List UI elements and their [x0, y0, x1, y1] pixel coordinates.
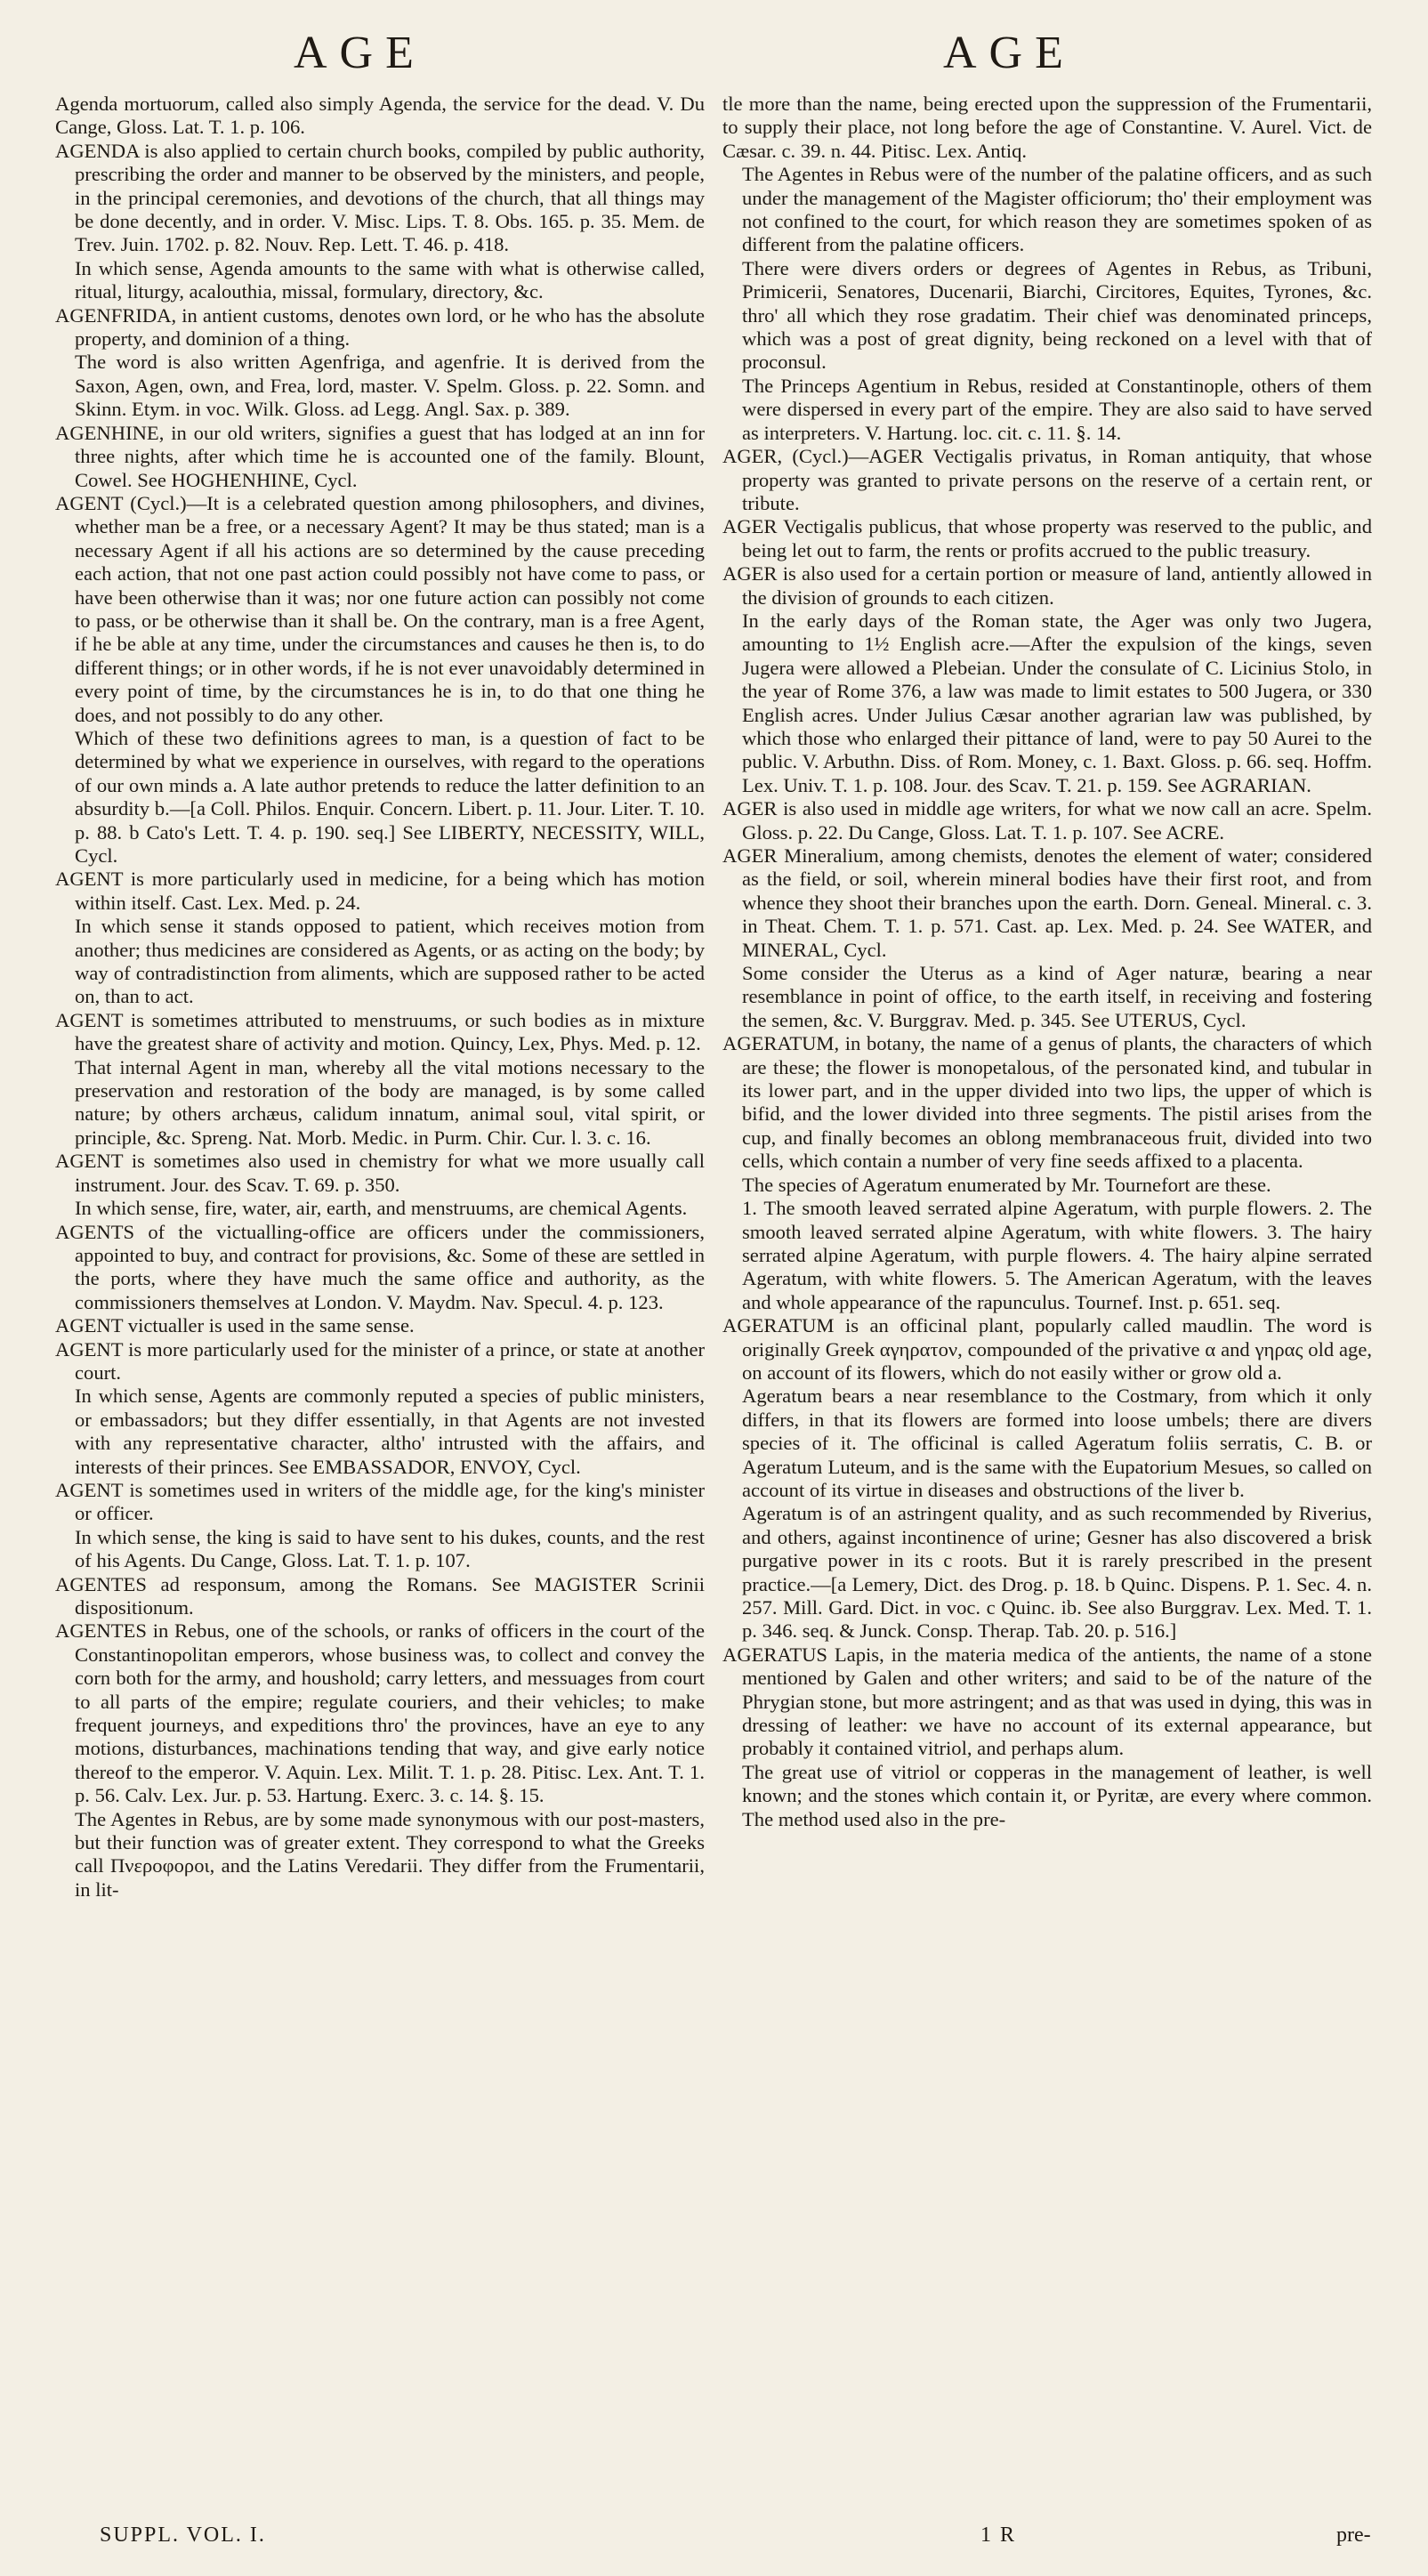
- catchword: pre-: [1336, 2524, 1371, 2547]
- paragraph: The Agentes in Rebus, are by some made synonymous with our post-masters, but their function was of greater extent. They correspond to what the Greeks call Πνεροφοροι, and the Latins Veredarii. They differ from the Frumentarii, in lit-: [75, 1807, 705, 1901]
- entry: AGER Vectigalis publicus, that whose property was reserved to the public, and being let out to farm, the rents or profits accrued to the public treasury.: [722, 515, 1372, 561]
- entry: AGER Mineralium, among chemists, denotes the element of water; considered as the field, or soil, wherein mineral bodies have their first root, and from whence they shoot their branches upon the earth. Dorn. Geneal. Mineral. c. 3. in Theat. Chem. T. 1. p. 571. Cast. ap. Lex. Med. p. 24. See WATER, and MINERAL, Cycl.: [722, 844, 1372, 961]
- footer: [0, 2524, 1428, 2559]
- paragraph: In which sense, Agenda amounts to the same with what is otherwise called, ritual, liturgy, acalouthia, missal, formulary, directory, &c.: [75, 256, 705, 303]
- entry: AGENT victualler is used in the same sense.: [55, 1314, 415, 1337]
- paragraph: The species of Ageratum enumerated by Mr. Tournefort are these.: [742, 1173, 1271, 1196]
- paragraph: The word is also written Agenfriga, and agenfrie. It is derived from the Saxon, Agen, own, and Frea, lord, master. V. Spelm. Gloss. p. 22. Somn. and Skinn. Etym. in voc. Wilk. Gloss. ad Legg. Angl. Sax. p. 389.: [75, 351, 705, 421]
- entry: AGENTES in Rebus, one of the schools, or ranks of officers in the court of the Constantinopolitan emperors, whose business was, to collect and convey the corn both for the army, and houshold; carry letters, and messuages from court to all parts of the empire; regulate couriers, and their vehicles; to make frequent journeys, and expeditions thro' the provinces, have an eye to any motions, disturbances, machinations tending that way, and give early notice thereof to the emperor. V. Aquin. Lex. Milit. T. 1. p. 28. Pitisc. Lex. Ant. T. 1. p. 56. Calv. Lex. Jur. p. 53. Hartung. Exerc. 3. c. 14. §. 15.: [55, 1619, 705, 1807]
- paragraph: There were divers orders or degrees of Agentes in Rebus, as Tribuni, Primicerii, Senatores, Ducenarii, Biarchi, Circitores, Equites, Tyrones, &c. thro' all which they rose gradatim. Their chief was denominated princeps, which was a post of great dignity, being reckoned on a level with that of proconsul.: [742, 256, 1372, 374]
- entry: AGER is also used for a certain portion or measure of land, antiently allowed in the division of grounds to each citizen.: [722, 562, 1372, 609]
- paragraph: The great use of vitriol or copperas in the management of leather, is well known; and the stones which contain it, or Pyritæ, are every where common. The method used also in the pre-: [742, 1760, 1372, 1830]
- paragraph: tle more than the name, being erected upon the suppression of the Frumentarii, to supply their place, not long before the age of Constantine. V. Aurel. Vict. de Cæsar. c. 39. n. 44. Pitisc. Lex. Antiq.: [722, 93, 1372, 162]
- paragraph: Which of these two definitions agrees to man, is a question of fact to be determined by what we experience in ourselves, with regard to the operations of our own minds a. A late author pretends to reduce the latter definition to an absurdity b.—[a Coll. Philos. Enquir. Concern. Libert. p. 11. Jour. Liter. T. 10. p. 88. b Cato's Lett. T. 4. p. 190. seq.] See LIBERTY, NECESSITY, WILL, Cycl.: [75, 726, 705, 867]
- entry: AGENTES ad responsum, among the Romans. See MAGISTER Scrinii dispositionum.: [55, 1572, 705, 1619]
- volume-label: SUPPL. VOL. I.: [100, 2524, 266, 2547]
- paragraph: Some consider the Uterus as a kind of Ager naturæ, bearing a near resemblance in point of office, to the earth itself, in receiving and fostering the semen, &c. V. Burggrav. Med. p. 345. See UTERUS, Cycl.: [742, 962, 1372, 1031]
- paragraph: In the early days of the Roman state, the Ager was only two Jugera, amounting to 1½ English acre.—After the expulsion of the kings, seven Jugera were allowed a Plebeian. Under the consulate of C. Licinius Stolo, in the year of Rome 376, a law was made to limit estates to 500 Jugera, or 330 English acres. Under Julius Cæsar another agrarian law was published, by which those who enlarged their pittance of land, were to pay 50 Aurei to the public. V. Arbuthn. Diss. of Rom. Money, c. 1. Baxt. Gloss. p. 66. seq. Hoffm. Lex. Univ. T. 1. p. 108. Jour. des Scav. T. 21. p. 159. See AGRARIAN.: [742, 609, 1372, 796]
- entry: AGENT is sometimes used in writers of the middle age, for the king's minister or officer.: [55, 1478, 705, 1525]
- entry: AGERATUS Lapis, in the materia medica of the antients, the name of a stone mentioned by Galen and other writers; and said to be of the nature of the Phrygian stone, but more astringent; and as that was used in dying, this was in dressing of leather: we have no account of its external appearance, but probably it contained vitriol, and perhaps alum.: [722, 1643, 1372, 1760]
- right-column: [722, 93, 1372, 2495]
- signature-mark: 1 R: [980, 2524, 1017, 2547]
- running-head: [0, 27, 1428, 89]
- left-column: [55, 93, 705, 2495]
- paragraph: In which sense, the king is said to have sent to his dukes, counts, and the rest of his Agents. Du Cange, Gloss. Lat. T. 1. p. 107.: [75, 1525, 705, 1572]
- entry: AGENHINE, in our old writers, signifies a guest that has lodged at an inn for three nights, after which time he is accounted one of the family. Blount, Cowel. See HOGHENHINE, Cycl.: [55, 421, 705, 491]
- paragraph: In which sense it stands opposed to patient, which receives motion from another; thus medicines are considered as Agents, or as acting on the body; by way of contradistinction from aliments, which are supposed rather to be acted on, than to act.: [75, 915, 705, 1008]
- entry: AGENT is more particularly used for the minister of a prince, or state at another court.: [55, 1337, 705, 1384]
- entry: AGERATUM, in botany, the name of a genus of plants, the characters of which are these; the flower is monopetalous, of the personated kind, and tubular in its lower part, and in the upper divided into two lips, the upper of which is bifid, and the lower divided into three segments. The pistil arises from the cup, and finally becomes an oblong membranaceous fruit, divided into two cells, which contain a number of very fine seeds affixed to a placenta.: [722, 1032, 1372, 1173]
- paragraph: Agenda mortuorum, called also simply Agenda, the service for the dead. V. Du Cange, Gloss. Lat. T. 1. p. 106.: [55, 93, 705, 139]
- entry: AGENDA is also applied to certain church books, compiled by public authority, prescribing the order and manner to be observed by the ministers, and people, in the principal ceremonies, and devotions of the church, that all things may be done decently, and in order. V. Misc. Lips. T. 8. Obs. 165. p. 35. Mem. de Trev. Juin. 1702. p. 82. Nouv. Rep. Lett. T. 46. p. 418.: [55, 139, 705, 256]
- paragraph: In which sense, Agents are commonly reputed a species of public ministers, or embassadors; but they differ essentially, in that Agents are not invested with any representative character, altho' intrusted with the affairs, and interests of their princes. See EMBASSADOR, ENVOY, Cycl.: [75, 1385, 705, 1478]
- paragraph: The Agentes in Rebus were of the number of the palatine officers, and as such under the management of the Magister officiorum; tho' their employment was not confined to the court, for which reason they are sometimes spoken of as different from the palatine officers.: [742, 163, 1372, 256]
- paragraph: Ageratum is of an astringent quality, and as such recommended by Riverius, and others, against incontinence of urine; Gesner has also discovered a brisk purgative power in its c roots. But it is rarely prescribed in the present practice.—[a Lemery, Dict. des Drog. p. 18. b Quinc. Dispens. P. 1. Sec. 4. n. 257. Mill. Gard. Dict. in voc. c Quinc. ib. See also Burggrav. Lex. Med. T. 1. p. 346. seq. & Junck. Consp. Therap. Tab. 20. p. 516.]: [742, 1502, 1372, 1643]
- entry: AGERATUM is an officinal plant, popularly called maudlin. The word is originally Greek αγηρατον, compounded of the privative α and γηρας old age, on account of its flowers, which do not easily wither or grow old a.: [722, 1314, 1372, 1384]
- entry: AGER is also used in middle age writers, for what we now call an acre. Spelm. Gloss. p. 22. Du Cange, Gloss. Lat. T. 1. p. 107. See ACRE.: [722, 797, 1372, 844]
- entry: AGENT is more particularly used in medicine, for a being which has motion within itself. Cast. Lex. Med. p. 24.: [55, 868, 705, 914]
- entry: AGENT is sometimes also used in chemistry for what we more usually call instrument. Jour. des Scav. T. 69. p. 350.: [55, 1150, 705, 1196]
- paragraph: The Princeps Agentium in Rebus, resided at Constantinople, others of them were dispersed in every part of the empire. They are also said to have served as interpreters. V. Hartung. loc. cit. c. 11. §. 14.: [742, 374, 1372, 444]
- paragraph: That internal Agent in man, whereby all the vital motions necessary to the preservation and restoration of the body are managed, is by some called nature; by others archæus, calidum innatum, animal soul, vital spirit, or principle, &c. Spreng. Nat. Morb. Medic. in Purm. Chir. Cur. l. 3. c. 16.: [75, 1055, 705, 1149]
- running-head-left: AGE: [294, 28, 426, 78]
- paragraph: Ageratum bears a near resemblance to the Costmary, from which it only differs, in that its flowers are formed into loose umbels; there are divers species of it. The officinal is called Ageratum foliis serratis, C. B. or Ageratum Luteum, and is the same with the Eupatorium Mesues, so called on account of its virtue in diseases and obstructions of the liver b.: [742, 1385, 1372, 1501]
- entry: AGENFRIDA, in antient customs, denotes own lord, or he who has the absolute property, and dominion of a thing.: [55, 303, 705, 351]
- running-head-right: AGE: [943, 28, 1076, 78]
- entry: AGER, (Cycl.)—AGER Vectigalis privatus, in Roman antiquity, that whose property was granted to private persons on the reserve of a certain rent, or tribute.: [722, 445, 1372, 514]
- entry: AGENT is sometimes attributed to menstruums, or such bodies as in mixture have the greatest share of activity and motion. Quincy, Lex, Phys. Med. p. 12.: [55, 1008, 705, 1055]
- entry: AGENT (Cycl.)—It is a celebrated question among philosophers, and divines, whether man be a free, or a necessary Agent? It may be thus stated; man is a necessary Agent if all his actions are so determined by the cause preceding each action, that not one past action could possibly not have come to pass, or have been otherwise than it was; nor one future action can possibly not come to pass, or be otherwise than it shall be. On the contrary, man is a free Agent, if he be able at any time, under the circumstances and causes he then is, to do different things; or in other words, if he is not ever unavoidably determined in every point of time, by the circumstances he is in, to do that one thing he does, and not possibly to do any other.: [55, 491, 705, 726]
- paragraph: 1. The smooth leaved serrated alpine Ageratum, with purple flowers. 2. The smooth leaved serrated alpine Ageratum, with white flowers. 3. The hairy serrated alpine Ageratum, with purple flowers. 4. The hairy alpine serrated Ageratum, with white flowers. 5. The American Ageratum, with the leaves and whole appearance of the rapunculus. Tournef. Inst. p. 651. seq.: [742, 1197, 1372, 1313]
- entry: AGENTS of the victualling-office are officers under the commissioners, appointed to buy, and contract for provisions, &c. Some of these are settled in the ports, where they have much the same office and authority, as the commissioners themselves at London. V. Maydm. Nav. Specul. 4. p. 123.: [55, 1220, 705, 1313]
- paragraph: In which sense, fire, water, air, earth, and menstruums, are chemical Agents.: [75, 1197, 688, 1220]
